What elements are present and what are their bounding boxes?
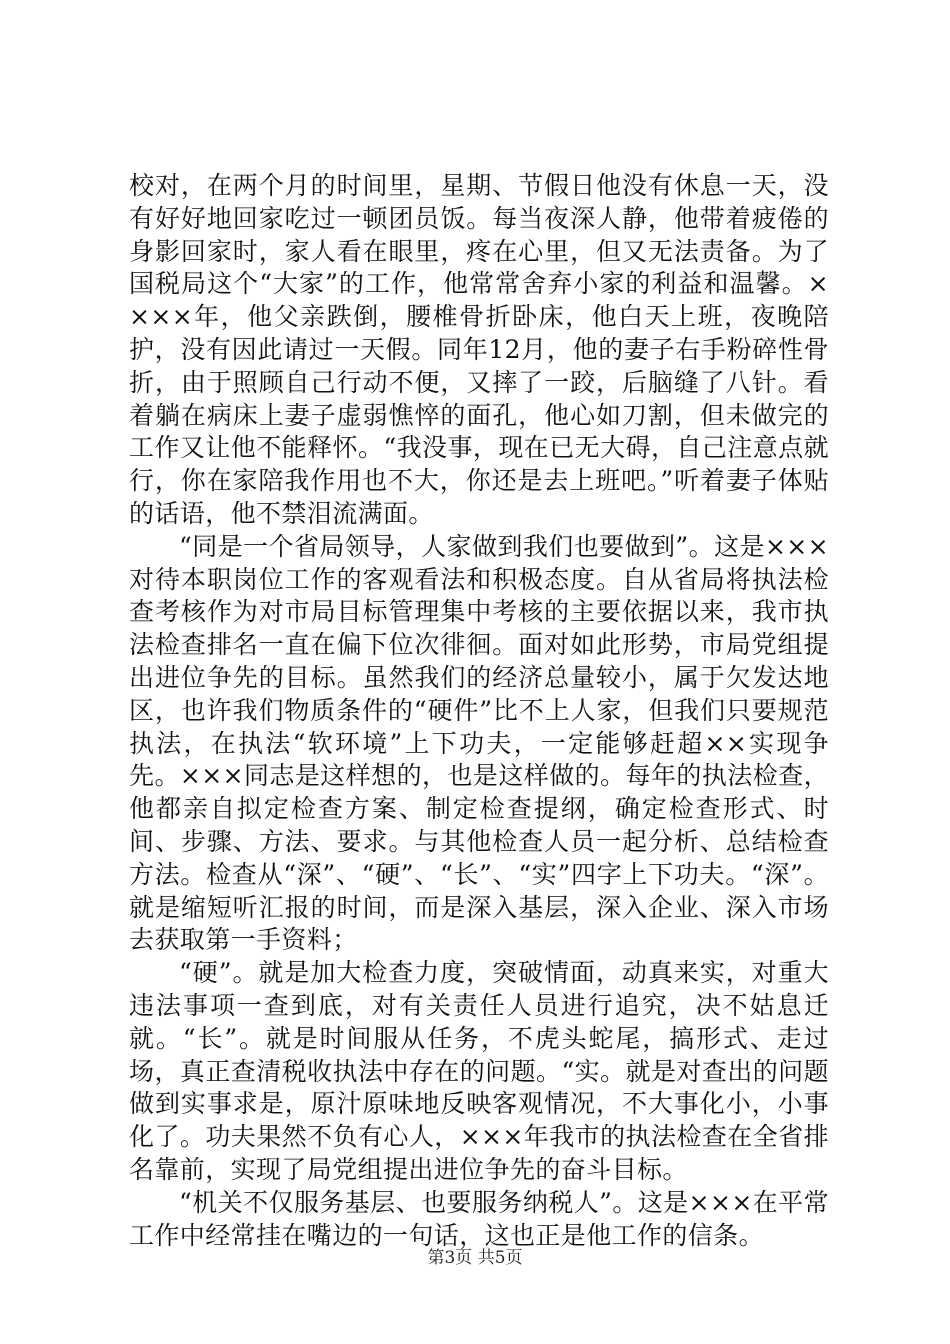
paragraph-3: “硬”。就是加大检查力度，突破情面，动真来实，对重大违法事项一查到底，对有关责任人员进行追究，决不姑息迁就。“长”。就是时间服从任务，不虎头蛇尾，搞形式、走过场，真正查清税收执法中存在的问题。“实。就是对查出的问题做到实事求是，原汁原味地反映客观情况，不大事化小，小事化了。功夫果然不负有心人，×××年我市的执法检查在全省排名靠前，实现了局党组提出进位争先的奋斗目标。: [129, 958, 829, 1184]
page-number-footer: 第3页 共5页: [427, 1248, 523, 1268]
paragraph-4: “机关不仅服务基层、也要服务纳税人”。这是×××在平常工作中经常挂在嘴边的一句话，这也正是他工作的信条。: [129, 1187, 829, 1250]
document-body: [129, 170, 829, 1252]
paragraph-2: “同是一个省局领导，人家做到我们也要做到”。这是×××对待本职岗位工作的客观看法和积极态度。自从省局将执法检查考核作为对市局目标管理集中考核的主要依据以来，我市执法检查排名一直在偏下位次徘徊。面对如此形势，市局党组提出进位争先的目标。虽然我们的经济总量较小，属于欠发达地区，也许我们物质条件的“硬件”比不上人家，但我们只要规范执法，在执法“软环境”上下功夫，一定能够赶超××实现争先。×××同志是这样想的，也是这样做的。每年的执法检查，他都亲自拟定检查方案、制定检查提纲，确定检查形式、时间、步骤、方法、要求。与其他检查人员一起分析、总结检查方法。检查从“深”、“硬”、“长”、“实”四字上下功夫。“深”。就是缩短听汇报的时间，而是深入基层，深入企业、深入市场去获取第一手资料；: [129, 531, 829, 955]
paragraph-1: 校对，在两个月的时间里，星期、节假日他没有休息一天，没有好好地回家吃过一顿团员饭。每当夜深人静，他带着疲倦的身影回家时，家人看在眼里，疼在心里，但又无法责备。为了国税局这个“大家”的工作，他常常舍弃小家的利益和温馨。××××年，他父亲跌倒，腰椎骨折卧床，他白天上班，夜晚陪护，没有因此请过一天假。同年12月，他的妻子右手粉碎性骨折，由于照顾自己行动不便，又摔了一跤，后脑缝了八针。看着躺在病床上妻子虚弱憔悴的面孔，他心如刀割，但未做完的工作又让他不能释怀。“我没事，现在已无大碍，自己注意点就行，你在家陪我作用也不大，你还是去上班吧。”听着妻子体贴的话语，他不禁泪流满面。: [129, 171, 829, 528]
